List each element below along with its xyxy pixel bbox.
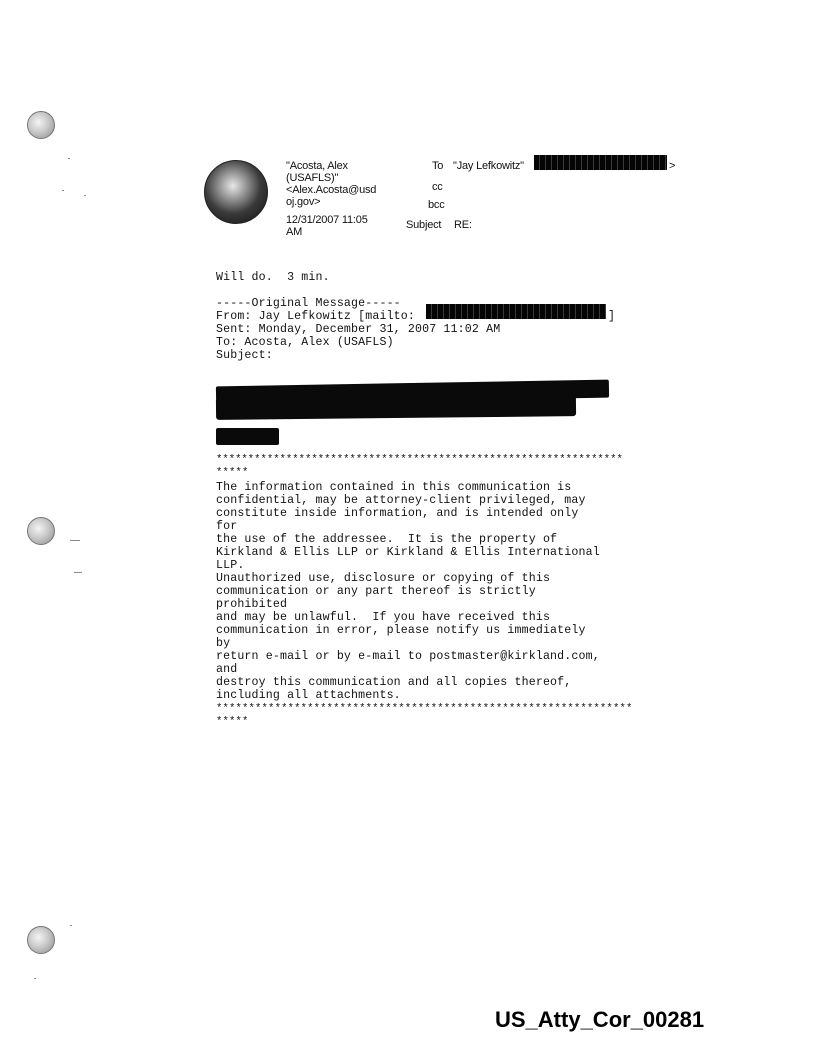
disclaimer-rule-bottom: **************************************************************** <box>216 703 633 715</box>
redaction-bar <box>534 155 667 170</box>
disclaimer-line: return e-mail or by e-mail to postmaster@kirkland.com, <box>216 650 600 663</box>
from-suffix: ] <box>608 310 616 323</box>
disclaimer-line: Kirkland & Ellis LLP or Kirkland & Ellis International <box>216 546 600 559</box>
sender-info <box>286 160 406 238</box>
bcc-label: bcc <box>428 199 445 211</box>
disclaimer-line: The information contained in this communication is <box>216 481 572 494</box>
disclaimer-line: prohibited <box>216 598 288 611</box>
binder-hole-bottom <box>27 926 55 954</box>
disclaimer-line: constitute inside information, and is intended only <box>216 507 579 520</box>
scan-speck <box>74 572 82 573</box>
scan-speck <box>34 978 36 979</box>
disclaimer-line: for <box>216 520 238 533</box>
sender-name-line: "Acosta, Alex <box>286 160 348 172</box>
disclaimer-text <box>216 481 600 702</box>
redaction-bar <box>426 304 606 319</box>
disclaimer-rule-top: **************************************************************** <box>216 454 623 466</box>
disclaimer-line: confidential, may be attorney-client privileged, may <box>216 494 586 507</box>
sender-name-line: oj.gov> <box>286 196 321 208</box>
disclaimer-line: communication or any part thereof is strictly <box>216 585 536 598</box>
to-label: To <box>432 160 444 172</box>
scan-speck <box>68 158 70 159</box>
sender-avatar <box>204 160 268 224</box>
redaction-bar <box>216 394 576 420</box>
binder-hole-top <box>27 111 55 139</box>
from-prefix: From: Jay Lefkowitz [mailto: <box>216 310 416 323</box>
sender-name-line: <Alex.Acosta@usd <box>286 184 377 196</box>
original-from-line <box>216 310 415 323</box>
cc-label: cc <box>432 181 443 193</box>
disclaimer-line: LLP. <box>216 559 245 572</box>
disclaimer-line: destroy this communication and all copies thereof, <box>216 676 572 689</box>
scan-speck <box>84 195 86 196</box>
subject-label: Subject <box>406 219 442 231</box>
sent-date-line: AM <box>286 226 303 238</box>
original-sent-line: Sent: Monday, December 31, 2007 11:02 AM <box>216 323 501 336</box>
subject-value: RE: <box>454 219 472 231</box>
disclaimer-line: Unauthorized use, disclosure or copying of this <box>216 572 551 585</box>
disclaimer-line: the use of the addressee. It is the property of <box>216 533 558 546</box>
disclaimer-rule-bottom-cont: ***** <box>216 716 249 728</box>
scan-speck <box>70 925 72 926</box>
disclaimer-line: communication in error, please notify us immediately <box>216 624 586 637</box>
bates-number: US_Atty_Cor_00281 <box>495 1007 705 1032</box>
sender-name-line: (USAFLS)" <box>286 172 339 184</box>
to-value: "Jay Lefkowitz" <box>453 160 524 172</box>
disclaimer-line: including all attachments. <box>216 689 401 702</box>
disclaimer-line: and <box>216 663 238 676</box>
to-suffix: > <box>669 160 676 172</box>
scan-speck <box>62 190 64 191</box>
reply-text: Will do. 3 min. <box>216 271 330 284</box>
disclaimer-line: and may be unlawful. If you have received this <box>216 611 551 624</box>
sent-date-line: 12/31/2007 11:05 <box>286 214 368 226</box>
redaction-bar <box>216 428 279 445</box>
disclaimer-line: by <box>216 637 231 650</box>
original-subject-line: Subject: <box>216 349 273 362</box>
disclaimer-rule-top-cont: ***** <box>216 467 249 479</box>
binder-hole-middle <box>27 517 55 545</box>
original-to-line: To: Acosta, Alex (USAFLS) <box>216 336 394 349</box>
original-message-header: -----Original Message----- <box>216 297 401 310</box>
scan-speck <box>70 540 80 541</box>
